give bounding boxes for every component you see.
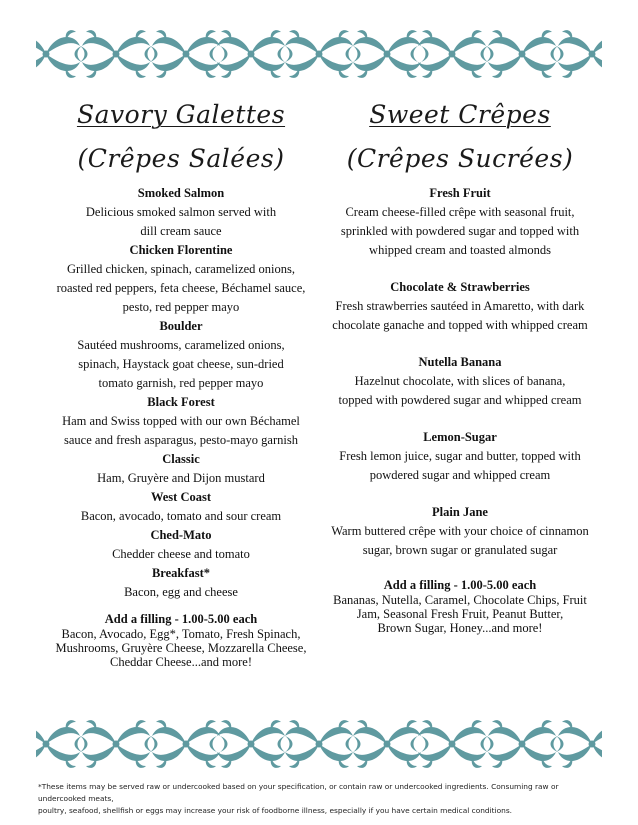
menu-item-name: West Coast [150, 490, 212, 504]
menu-item-description: dill cream sauce [140, 224, 222, 238]
menu-item [50, 317, 312, 393]
sweet-filling-heading: Add a filling - 1.00-5.00 each [383, 578, 537, 592]
menu-item-description: tomato garnish, red pepper mayo [98, 376, 264, 390]
menu-item [50, 241, 312, 317]
menu-item-name: Fresh Fruit [429, 186, 491, 200]
food-safety-disclaimer [38, 781, 604, 817]
top-ornamental-border [36, 28, 602, 80]
sweet-menu-list [328, 184, 592, 560]
savory-filling-heading: Add a filling - 1.00-5.00 each [104, 612, 258, 626]
menu-item [328, 503, 592, 560]
menu-item-description: Grilled chicken, spinach, caramelized onions, [66, 262, 296, 276]
menu-item [328, 428, 592, 485]
sweet-title: Sweet Crêpes [369, 100, 551, 129]
menu-item-name: Boulder [159, 319, 203, 333]
menu-item-description: Delicious smoked salmon served with [85, 205, 277, 219]
menu-item [328, 353, 592, 410]
sweet-filling-list [328, 593, 592, 635]
menu-item-description: sauce and fresh asparagus, pesto-mayo garnish [64, 433, 298, 447]
menu-item [50, 450, 312, 488]
menu-item-description: Fresh strawberries sautéed in Amaretto, with dark [335, 299, 585, 313]
menu-item-name: Ched-Mato [150, 528, 212, 542]
menu-item [50, 393, 312, 450]
menu-item-description: Hazelnut chocolate, with slices of banana, [354, 374, 566, 388]
menu-item-name: Plain Jane [432, 505, 488, 519]
menu-item-description: sprinkled with powdered sugar and topped with [340, 224, 580, 238]
filling-option-line: Brown Sugar, Honey...and more! [377, 621, 543, 635]
disclaimer-line-2: poultry, seafood, shellfish or eggs may increase your risk of foodborne illness, especially if you have certain medical conditions. [38, 806, 513, 815]
filling-option-line: Jam, Seasonal Fresh Fruit, Peanut Butter, [356, 607, 564, 621]
menu-item-description: powdered sugar and whipped cream [369, 468, 551, 482]
menu-item-name: Breakfast* [151, 566, 211, 580]
sweet-subtitle: (Crêpes Sucrées) [346, 144, 574, 173]
menu-item-description: Warm buttered crêpe with your choice of cinnamon [331, 524, 589, 538]
menu-item-description: Ham and Swiss topped with our own Béchamel [62, 414, 300, 428]
menu-item-description: topped with powdered sugar and whipped cream [338, 393, 582, 407]
menu-item-description: chocolate ganache and topped with whipped cream [332, 318, 588, 332]
filling-option-line: Mushrooms, Gruyère Cheese, Mozzarella Cheese, [55, 641, 307, 655]
bottom-ornamental-border [36, 718, 602, 770]
menu-item [50, 526, 312, 564]
menu-item-name: Chicken Florentine [129, 243, 233, 257]
menu-item-description: Ham, Gruyère and Dijon mustard [97, 471, 265, 485]
menu-item-name: Nutella Banana [418, 355, 502, 369]
menu-item-description: Bacon, egg and cheese [124, 585, 238, 599]
menu-item [50, 564, 312, 602]
menu-item-name: Classic [162, 452, 200, 466]
menu-item-name: Black Forest [147, 395, 215, 409]
savory-title: Savory Galettes [76, 100, 286, 129]
savory-menu-list [50, 184, 312, 602]
menu-item-name: Chocolate & Strawberries [390, 280, 530, 294]
menu-item-description: sugar, brown sugar or granulated sugar [362, 543, 558, 557]
menu-item-description: pesto, red pepper mayo [122, 300, 240, 314]
menu-item-description: spinach, Haystack goat cheese, sun-dried [78, 357, 284, 371]
menu-item [328, 278, 592, 335]
savory-subtitle: (Crêpes Salées) [77, 144, 285, 173]
menu-item-description: whipped cream and toasted almonds [369, 243, 551, 257]
menu-item-name: Lemon-Sugar [423, 430, 497, 444]
disclaimer-line-1: *These items may be served raw or undercooked based on your specification, or contain raw or undercooked ingredients. Consuming raw or undercooked meats, [38, 782, 559, 803]
menu-item-description: Sautéed mushrooms, caramelized onions, [77, 338, 285, 352]
menu-item [50, 488, 312, 526]
menu-item-description: Fresh lemon juice, sugar and butter, topped with [339, 449, 581, 463]
menu-item-description: Bacon, avocado, tomato and sour cream [80, 509, 282, 523]
menu-item [50, 184, 312, 241]
savory-filling-list [50, 627, 312, 669]
savory-column [50, 100, 312, 669]
menu-item [328, 184, 592, 260]
menu-item-description: Cream cheese-filled crêpe with seasonal fruit, [345, 205, 575, 219]
menu-item-name: Smoked Salmon [137, 186, 225, 200]
menu-item-description: Chedder cheese and tomato [112, 547, 250, 561]
filling-option-line: Cheddar Cheese...and more! [110, 655, 252, 669]
sweet-column [328, 100, 592, 635]
filling-option-line: Bananas, Nutella, Caramel, Chocolate Chips, Fruit [333, 593, 587, 607]
filling-option-line: Bacon, Avocado, Egg*, Tomato, Fresh Spinach, [61, 627, 301, 641]
menu-item-description: roasted red peppers, feta cheese, Béchamel sauce, [56, 281, 306, 295]
